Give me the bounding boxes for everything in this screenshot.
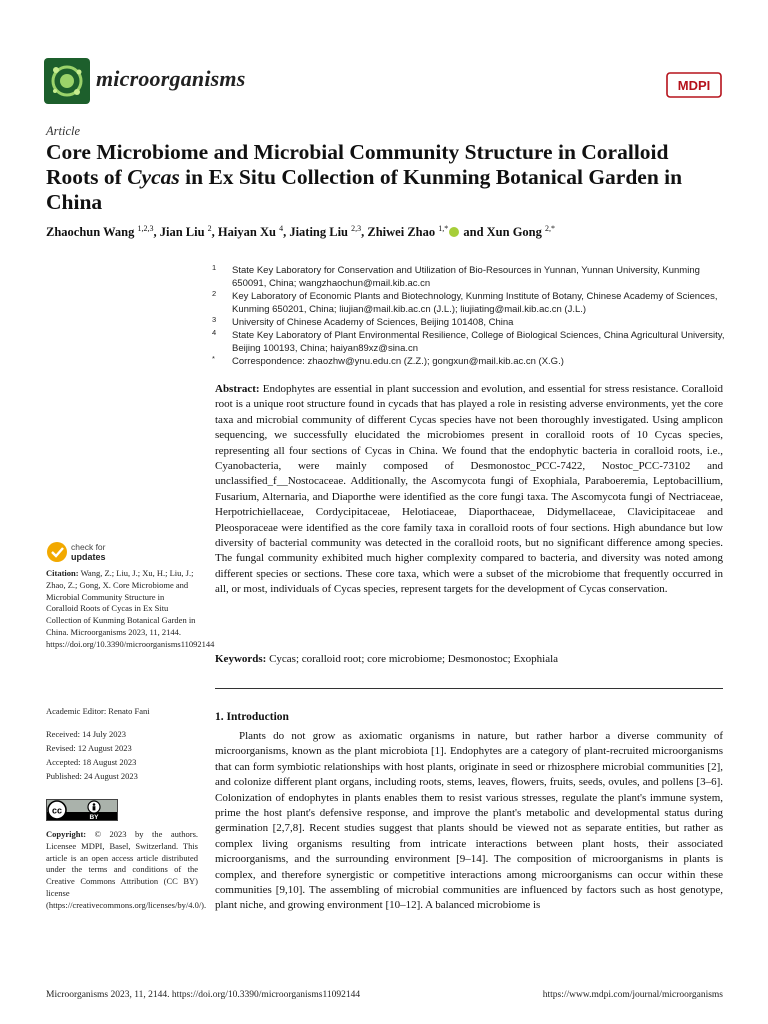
affiliation-text: Key Laboratory of Economic Plants and Biotechnology, Kunming Institute of Botany, Chinese Academy of Sciences, Kunming 650201, China; liujian@mail.kib.ac.cn (J.L.); liujiating@mail.kib.ac.cn (J.L.) [232,291,718,315]
affiliation-item [212,264,728,290]
section-divider [215,688,723,689]
affiliation-num: 1 [212,263,217,272]
keywords [215,652,723,667]
journal-name: microorganisms [96,66,246,91]
check-for-updates-button[interactable] [46,540,126,564]
affiliation-text: State Key Laboratory of Plant Environmental Resilience, College of Biological Sciences, China Agricultural University, Beijing 100193, China; haiyan89xz@sina.cn [232,330,725,354]
cc-by-license-icon[interactable] [46,799,118,821]
author-name[interactable]: Haiyan Xu [217,225,276,240]
title-italic: Cycas [127,165,180,189]
svg-text:cc: cc [51,805,63,816]
published-date: Published: 24 August 2023 [46,771,138,781]
author-sup: 2 [207,224,212,233]
affiliation-num: 2 [212,289,217,298]
author-sup: 2,* [545,224,556,233]
citation-label: Citation: [46,568,79,578]
paper-title [46,140,726,215]
author-name[interactable]: Jian Liu [159,225,205,240]
revised-date: Revised: 12 August 2023 [46,743,132,753]
check-updates-line1: check for [71,542,106,552]
journal-logo-icon [44,58,90,104]
affiliations [212,264,728,368]
author-name[interactable]: Jiating Liu [289,225,349,240]
footer-journal-url[interactable]: https://www.mdpi.com/journal/microorganisms [542,990,723,1000]
affiliation-num: 4 [212,328,217,337]
check-updates-line2: updates [71,552,106,562]
author-name[interactable]: Zhiwei Zhao [367,225,436,240]
abstract [215,382,723,598]
copyright-text: © 2023 by the authors. Licensee MDPI, Basel, Switzerland. This article is an open access article distributed under the terms and conditions of the Creative Commons Attribution (CC BY) license (https://creativecommons.org/licenses/by/4.0/). [46,829,207,910]
author-sup: 1,* [438,224,449,233]
affiliation-num: 3 [212,315,217,324]
correspondence [212,355,728,368]
keywords-text: Cycas; coralloid root; core microbiome; Desmonostoc; Exophiala [269,653,559,665]
introduction-text: Plants do not grow as axiomatic organisms in nature, but rather harbor a diverse community of microorganisms, known as the plant microbiota [1]. Endophytes are a category of plant-recruited microorganisms that can form symbiotic relationships with host plants, originate in seed or rhizosphere microbial communities [2], and colonize different plant organs, including roots, stems, leaves, flowers, fruits, seeds, ovules, and pollens [3–6]. Colonization of endophytes in plants enables them to resist various stresses, regulate the plant's immune system, prime the host plant's defensive response, and improve the plant's metabolic and developmental status during germination [2,7,8]. Recent studies suggest that plants should be viewed not as separate entities, but rather as complex living organisms resulting from intricate interactions between plant hosts, their associated microorganisms, and the surrounding environment [9–14]. The composition of microorganisms in plants is complex, and therefore synergistic or competitive interactions among microorganisms can occur within these communities [9,10]. The assembling of microbial communities are influenced by factors such as host genotype, plant niche, and growing environment [10–12]. A balanced microbiome is [215,730,723,912]
accepted-date: Accepted: 18 August 2023 [46,757,137,767]
citation-text[interactable]: Wang, Z.; Liu, J.; Xu, H.; Liu, J.; Zhao, Z.; Gong, X. Core Microbiome and Microbial Community Structure in Coralloid Roots of Cycas in Ex Situ Collection of Kunming Botanical Garden in China. Microorganisms 2023, 11, 2144. https://doi.org/10.3390/microorganisms11092144 [46,568,215,649]
abstract-text: Endophytes are essential in plant succession and evolution, and essential for stress resistance. Coralloid root is a unique root structure found in cycads that has played a role in resisting adverse environments, yet the core taxa and microbial community of different Cycas species have not been thoroughly investigated. Using amplicon sequencing, we successfully elucidated the microbiomes present in coralloid roots of 10 Cycas species, representing all four sections of Cycas in China. We found that the endophytic bacteria in coralloid roots, i.e., Cyanobacteria, were mainly composed of Desmonostoc_PCC-7422, Nostoc_PCC-73102 and unclassified_f__Nostocaceae. Additionally, the Ascomycota fungi of Exophiala, Paraboeremia, Leptobacillium, Fusarium, Alternaria, and Diaporthe were identified as the core fungi taxa. The Ascomycota fungi of Nectriaceae, Herpotrichiellaceae, Cordycipitaceae, Helotiaceae, Diaporthaceae, Didymellaceae, Clavicipitaceae and Pleosporaceae were identified as the core family taxa in coralloid roots of four sections. High abundance but low diversity of bacterial community was detected in the coralloid roots, but no significant difference among species. The fungal community exhibited much higher complexity compared to bacteria, and diversity was noted among different species or sections. These core taxa, which were a subset of the microbiome that frequently occurred in all, or most, individuals of Cycas species, represent targets for the development of Cycas conservation. [215,383,724,596]
author-name[interactable]: Xun Gong [486,225,542,240]
authors-and: and [463,225,484,240]
affiliation-item [212,290,728,316]
affiliation-text: University of Chinese Academy of Sciences, Beijing 101408, China [232,317,514,328]
mdpi-logo-text: MDPI [677,78,711,93]
orcid-icon[interactable] [449,227,459,237]
academic-editor: Academic Editor: Renato Fani [46,706,150,716]
affiliation-num: * [212,354,215,363]
citation [46,568,215,651]
copyright [46,829,207,912]
introduction-heading: 1. Introduction [215,711,289,723]
author-sup: 4 [279,224,284,233]
abstract-label: Abstract: [215,383,260,395]
affiliation-text: State Key Laboratory for Conservation and Utilization of Bio-Resources in Yunnan, Yunnan University, Kunming 650091, China; wangzhaochun@mail.kib.ac.cn [232,265,700,289]
title-part2: in Ex Situ Collection of Kunming Botanical Garden in China [46,165,683,214]
mdpi-logo-icon [666,72,722,98]
affiliation-text: Correspondence: zhaozhw@ynu.edu.cn (Z.Z.); gongxun@mail.kib.ac.cn (X.G.) [232,356,564,367]
author-name[interactable]: Zhaochun Wang [46,225,135,240]
footer-citation[interactable]: Microorganisms 2023, 11, 2144. https://doi.org/10.3390/microorganisms11092144 [46,990,361,1000]
author-list: Zhaochun Wang $^{1,2,3}$, Jian Liu $^2$, Haiyan Xu $^4$, Jiating Liu $^{2,3}$, Zhiwei Zhao $^{1,*}$ and Xun Gong $^{2,*}$ [46,224,556,240]
author-sup: 2,3 [351,224,362,233]
affiliation-item [212,316,728,329]
title-part1: Core Microbiome and Microbial Community Structure in Coralloid Roots of [46,140,669,189]
author-sup: 1,2,3 [137,224,154,233]
cc-by-text: BY [89,814,99,821]
affiliation-item [212,329,728,355]
received-date: Received: 14 July 2023 [46,729,127,739]
article-type: Article [46,124,81,138]
copyright-label: Copyright: [46,829,87,839]
keywords-label: Keywords: [215,653,267,665]
